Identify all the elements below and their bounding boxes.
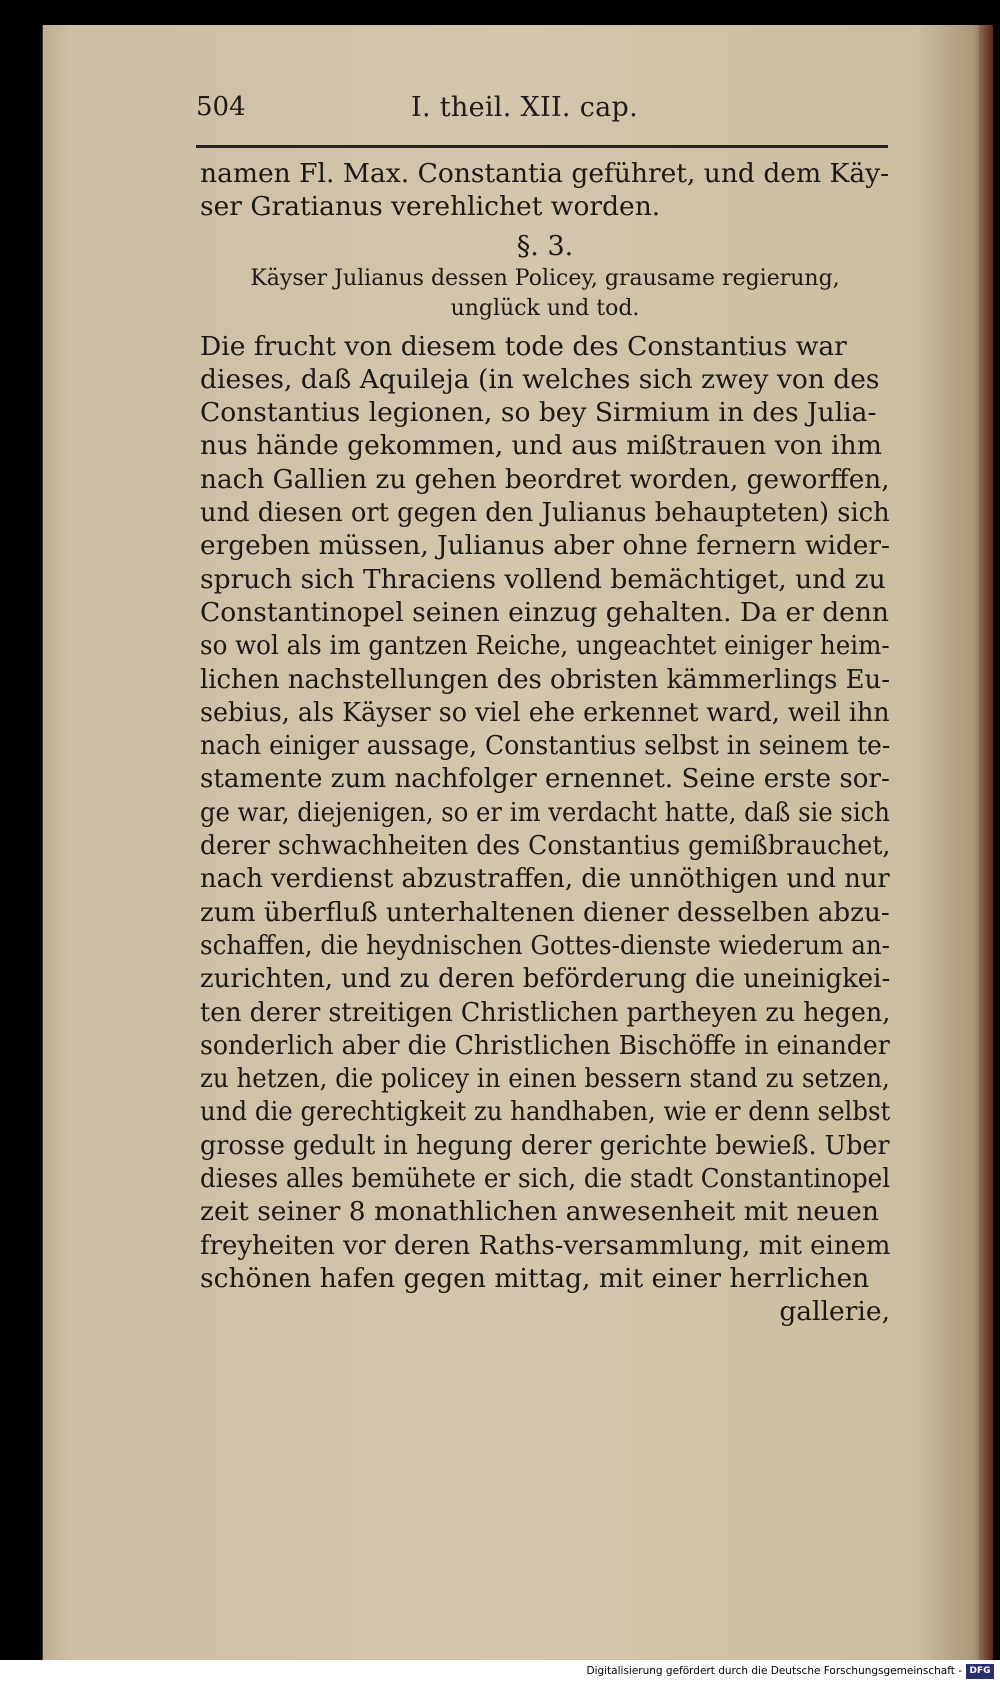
dfg-logo-icon: DFG: [966, 1664, 994, 1679]
text-line: ser Gratianus verehlichet worden.: [200, 191, 661, 223]
text-line: und diesen ort gegen den Julianus behaupteten) sich: [200, 497, 890, 529]
text-line: zum überfluß unterhaltenen diener desselben abzu-: [200, 896, 890, 928]
text-line: nach verdienst abzustraffen, die unnöthigen und nur: [200, 863, 890, 895]
text-line: nach Gallien zu gehen beordret worden, geworffen,: [200, 463, 890, 495]
text-line: lichen nachstellungen des obristen kämmerlings Eu-: [200, 663, 890, 695]
text-line: zurichten, und zu deren beförderung die uneinigkei-: [200, 963, 891, 995]
text-line: Constantius legionen, so bey Sirmium in des Julia-: [200, 397, 877, 429]
text-line: nach einiger aussage, Constantius selbst in seinem te-: [200, 730, 891, 762]
text-line: grosse gedult in hegung derer gerichte bewieß. Uber: [200, 1129, 890, 1161]
text-line: ge war, diejenigen, so er im verdacht hatte, daß sie sich: [200, 796, 890, 828]
text-line: derer schwachheiten des Constantius gemißbrauchet,: [200, 830, 891, 862]
catchword: gallerie,: [779, 1296, 890, 1328]
text-line: sonderlich aber die Christlichen Bischöffe in einander: [200, 1029, 890, 1061]
text-line: sebius, als Käyser so viel ehe erkennet ward, weil ihn: [200, 696, 890, 728]
text-line: zu hetzen, die policey in einen bessern stand zu setzen,: [200, 1063, 890, 1095]
text-line: spruch sich Thraciens vollend bemächtiget, und zu: [200, 563, 886, 595]
digitization-footer: [0, 1660, 1000, 1687]
text-line: zeit seiner 8 monathlichen anwesenheit mit neuen: [200, 1196, 879, 1228]
text-line: und die gerechtigkeit zu handhaben, wie er denn selbst: [200, 1096, 891, 1128]
running-head: I. theil. XII. cap.: [411, 92, 638, 123]
section-heading-line: unglück und tod.: [450, 295, 640, 321]
text-line: schaffen, die heydnischen Gottes-dienste wiederum an-: [200, 929, 890, 961]
text-line: so wol als im gantzen Reiche, ungeachtet einiger heim-: [200, 630, 890, 662]
text-line: nus hände gekommen, und aus mißtrauen von ihm: [200, 430, 882, 462]
text-line: dieses, daß Aquileja (in welches sich zwey von des: [200, 363, 880, 395]
section-heading-line: Käyser Julianus dessen Policey, grausame regierung,: [250, 265, 840, 291]
text-line: freyheiten vor deren Raths-versammlung, mit einem: [200, 1229, 891, 1261]
footer-credit: Digitalisierung gefördert durch die Deutsche Forschungsgemeinschaft -: [586, 1665, 962, 1677]
body-text: [200, 157, 890, 1329]
page-edge: [979, 25, 993, 1660]
text-line: namen Fl. Max. Constantia geführet, und dem Käy-: [200, 158, 890, 189]
header-rule: [196, 145, 888, 148]
text-line: schönen hafen gegen mittag, mit einer herrlichen: [200, 1262, 870, 1294]
section-mark: §. 3.: [516, 230, 574, 262]
text-line: ergeben müssen, Julianus aber ohne fernern wider-: [200, 530, 890, 562]
paragraph: [200, 330, 890, 1296]
page-header: [196, 92, 886, 132]
text-line: Die frucht von diesem tode des Constantius war: [200, 330, 847, 362]
text-line: dieses alles bemühete er sich, die stadt Constantinopel: [200, 1163, 891, 1195]
text-line: ten derer streitigen Christlichen parthеyen zu hegen,: [200, 996, 891, 1028]
text-line: stamente zum nachfolger ernennet. Seine erste sor-: [200, 763, 890, 795]
page-number: 504: [196, 92, 246, 122]
text-line: Constantinopel seinen einzug gehalten. Da er denn: [200, 596, 889, 628]
